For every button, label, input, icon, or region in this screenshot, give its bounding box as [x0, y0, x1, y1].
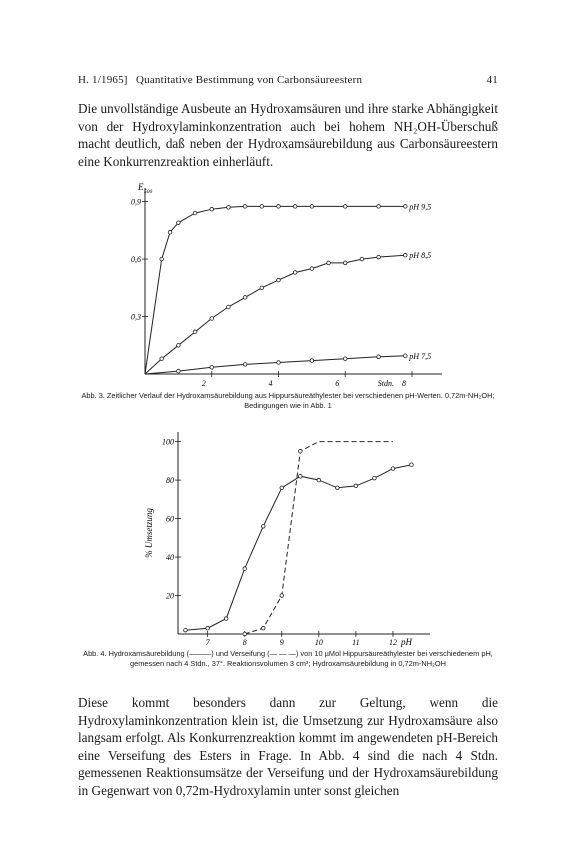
- paragraph-discussion: Diese kommt besonders dann zur Geltung, wenn die Hydroxylaminkonzentration klein ist, die Umsetzung zur Hydroxamsäure also langsam erfolgt. Als Konkurrenzreaktion kommt im angewendeten pH-Bereich eine Verseifung des Esters in Frage. In Abb. 4 sind die nach 4 Stdn. gemessenen Reaktionsumsätze der Verseifung und der Hydroxamsäurebildung in Gegenwart von 0,72m-Hydroxylamin unter sonst gleichen: [78, 695, 498, 798]
- data-point: [227, 206, 231, 210]
- x-axis-unit: Stdn.: [377, 379, 394, 388]
- y-tick-label: 60: [166, 514, 174, 524]
- data-point: [343, 261, 347, 265]
- data-point: [243, 363, 247, 367]
- data-point: [243, 296, 247, 300]
- data-point: [310, 359, 314, 363]
- x-tick-label: 8: [401, 379, 406, 388]
- data-point: [177, 343, 181, 347]
- x-tick-label: 6: [335, 379, 340, 388]
- data-point: [243, 205, 247, 209]
- page-number: 41: [486, 74, 498, 86]
- y-tick-label: 100: [162, 437, 174, 447]
- data-point: [277, 205, 281, 209]
- data-point: [210, 207, 214, 211]
- series-line: [145, 206, 405, 374]
- data-point: [177, 221, 181, 225]
- x-axis-unit: pH: [400, 637, 412, 647]
- data-point: [293, 271, 297, 275]
- data-point: [327, 261, 331, 265]
- y-tick-label: 0,9: [131, 197, 141, 207]
- data-point: [360, 257, 364, 261]
- x-tick-label: 11: [352, 638, 360, 647]
- data-point: [343, 205, 347, 209]
- y-tick-label: 40: [166, 553, 174, 563]
- data-point: [193, 211, 197, 215]
- data-point: [310, 267, 314, 271]
- x-tick-label: 4: [268, 379, 273, 388]
- series-line: [145, 255, 405, 374]
- data-point: [160, 357, 164, 361]
- running-title: Quantitative Bestimmung von Carbonsäureestern: [136, 74, 363, 86]
- series-label: pH 9,5: [409, 202, 432, 212]
- journal-issue: H. 1/1965]: [78, 74, 128, 86]
- x-tick-label: 10: [314, 638, 323, 647]
- series-line: [145, 356, 405, 374]
- data-point: [160, 257, 164, 261]
- data-point: [277, 278, 281, 282]
- y-axis-label-subscript: 500: [144, 189, 153, 195]
- data-point: [404, 354, 408, 358]
- x-tick-label: 7: [205, 638, 210, 647]
- x-tick-label: 12: [388, 638, 397, 647]
- x-tick-label: 8: [242, 638, 247, 647]
- series-label: pH 8,5: [409, 251, 432, 261]
- figure-4-caption: Abb. 4. Hydroxamsäurebildung (———) und Verseifung (— — —) von 10 µMol Hippursäureäthylester bei verschiedenem pH, gemessen nach 4 Stdn., 37°. Reaktionsvolumen 3 cm³; Hydroxamsäurebildung in 0,72m-NH₂OH: [83, 649, 493, 668]
- data-point: [377, 355, 381, 359]
- data-point: [404, 205, 408, 209]
- data-point: [293, 205, 297, 209]
- y-tick-label: 0,6: [131, 255, 141, 265]
- data-point: [168, 230, 172, 234]
- data-point: [177, 369, 181, 373]
- y-tick-label: 0,3: [131, 312, 141, 322]
- data-point: [227, 305, 231, 309]
- data-point: [210, 365, 214, 369]
- paragraph-intro: Die unvollständige Ausbeute an Hydroxamsäuren und ihre starke Abhängigkeit von der Hydroxylaminkonzentration auch bei hohem NH₂OH-Überschuß macht deutlich, daß neben der Hydroxamsäurebildung aus Carbonsäureestern eine Konkurrenzreaktion einherläuft.: [78, 101, 498, 169]
- data-point: [260, 286, 264, 290]
- y-axis-label: % Umsetzung: [144, 508, 154, 558]
- data-point: [343, 357, 347, 361]
- figure-3-caption: Abb. 3. Zeitlicher Verlauf der Hydroxamsäurebildung aus Hippursäureäthylester bei verschiedenen pH-Werten. 0,72m-NH₂OH; Bedingungen wie in Abb. 1: [81, 391, 495, 410]
- data-point: [310, 205, 314, 209]
- data-point: [404, 253, 408, 257]
- data-point: [277, 361, 281, 365]
- y-axis-label: E: [138, 182, 144, 192]
- data-point: [377, 255, 381, 259]
- y-tick-label: 80: [166, 476, 174, 486]
- y-tick-label: 20: [166, 591, 174, 601]
- x-tick-label: 9: [279, 638, 284, 647]
- data-point: [377, 205, 381, 209]
- data-point: [193, 330, 197, 334]
- series-label: pH 7,5: [409, 351, 432, 361]
- data-point: [210, 317, 214, 321]
- data-point: [260, 205, 264, 209]
- x-tick-label: 2: [201, 379, 206, 388]
